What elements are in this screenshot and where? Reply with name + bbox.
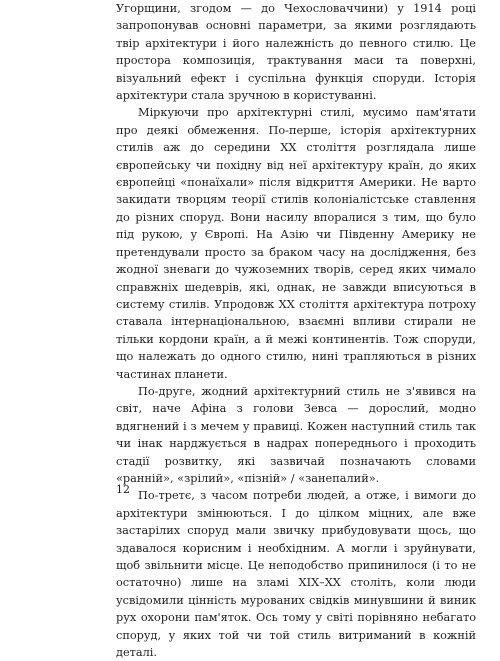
body-text	[116, 0, 476, 661]
paragraph-continued: Угорщини, згодом — до Чехословаччини) у 1914 році запропонував основні параметри, за якими розглядають твір архітектури і його належність до певного стилю. Це простора композиція, трактування маси та поверхні, візуальний ефект і суспільна функція споруди. Історія архітектури стала зручною в користуванні.	[116, 2, 476, 103]
paragraph-changing-needs: По-третє, з часом потреби людей, а отже, і вимоги до архітектури змінюються. І до цілком міцних, але вже застарілих споруд мали звичку прибудовувати щось, що здавалося корисним і необхідним. А могли і зруйнувати, щоб звільнити місце. Це неподобство припинилося (і то не остаточно) лише на зламі XIX–XX століть, коли люди усвідомили цінність мурованих свідків минувшини й виник рух охорони пам'яток. Ось тому у світі порівняно небагато споруд, у яких той чи той стиль витриманий в кожній деталі.	[116, 489, 476, 660]
page-number: 12	[116, 483, 130, 496]
paragraph-style-development: По-друге, жодний архітектурний стиль не з'явився на світ, наче Афіна з голови Зевса — дорослий, модно вдягнений і з мечем у правиці. Кожен наступний стиль так чи інак нарджується в надрах попереднього і проходить стадії розвитку, які зазвичай позначають словами «ранній», «зрілий», «пізній» / «занепалий».	[116, 384, 476, 485]
paragraph-style-limitations: Міркуючи про архітектурні стилі, мусимо пам'ятати про деякі обмеження. По-перше, історія архітектурних стилів аж до середини XX століття розглядала лише європейську чи похідну від неї архітектуру країн, до яких європейці «понаїхали» після відкриття Америки. Не варто закидати творцям теорії стилів колоніалістське ставлення до різних споруд. Вони насилу впоралися з тим, що було під рукою, у Європі. На Азію чи Південну Америку не претендували просто за браком часу на дослідження, без жодної зневаги до чужоземних творів, серед яких чимало справжніх шедеврів, які, однак, не завжди вписуються в систему стилів. Упродовж XX століття архітектура потроху ставала інтернаціональною, взаємні впливи стирали не тільки кордони країн, а й межі континентів. Тож споруди, що належать до одного стилю, нині трапляються в різних частинах планети.	[116, 106, 476, 381]
